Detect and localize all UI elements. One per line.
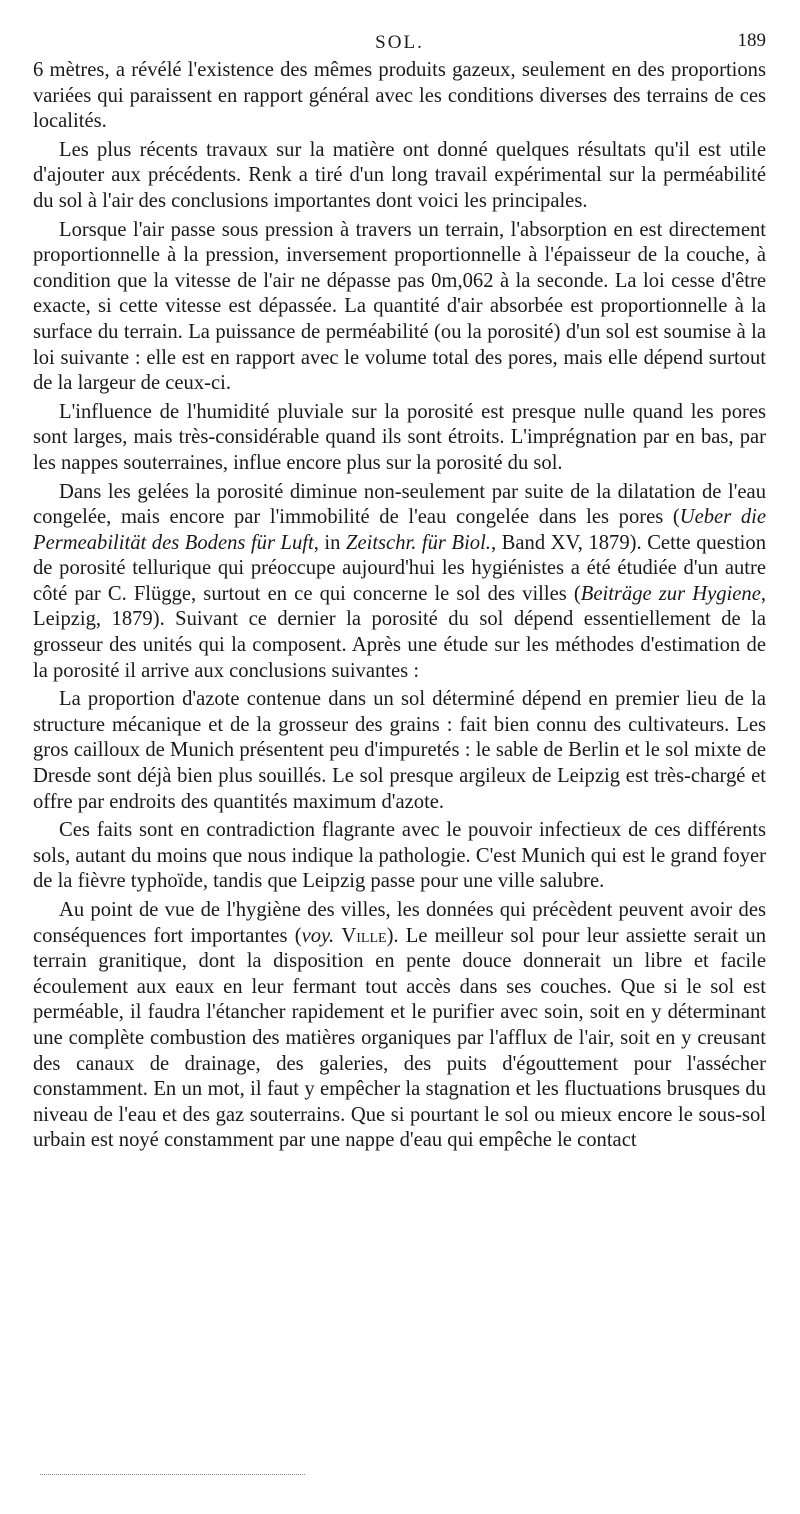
paragraph-8: [33, 898, 766, 1154]
reference-zeitschr: Zeitschr. für Biol.: [346, 531, 491, 554]
cross-reference-ville: Ville: [341, 924, 387, 947]
paragraph-2: Les plus récents travaux sur la matière ont donné quelques résultats qu'il est utile d'ajouter aux précédents. Renk a tiré d'un long travail expérimental sur la perméabilité du sol à l'air des conclusions importantes dont voici les principales.: [33, 138, 766, 212]
voy-abbreviation: voy.: [301, 924, 335, 947]
reference-permeabilitat: Ueber die Permeabilität des Bodens für Luft: [33, 506, 766, 554]
footer-dotted-rule: [40, 1474, 305, 1475]
paragraph-1: 6 mètres, a révélé l'existence des mêmes produits gazeux, seulement en des proportions variées qui paraissent en rapport général avec les conditions diverses des terrains de ces localités.: [33, 59, 766, 133]
paragraph-3: Lorsque l'air passe sous pression à travers un terrain, l'absorption en est directement proportionnelle à la pression, inversement proportionnelle à l'épaisseur de la couche, à condition que la vitesse de l'air ne dépasse pas 0m,062 à la seconde. La loi cesse d'être exacte, si cette vitesse est dépassée. La quantité d'air absorbée est proportionnelle à la surface du terrain. La puissance de perméabilité (ou la porosité) d'un sol est soumise à la loi suivante : elle est en rapport avec le volume total des pores, mais elle dépend surtout de la largeur de ceux-ci.: [33, 218, 766, 395]
paragraph-4: L'influence de l'humidité pluviale sur la porosité est presque nulle quand les pores sont larges, mais très-considérable quand ils sont étroits. L'imprégnation par en bas, par les nappes souterraines, influe encore plus sur la porosité du sol.: [33, 400, 766, 474]
reference-beitrage: Beiträge zur Hygiene: [580, 582, 761, 605]
paragraph-5-text-c: , Band XV, 1879). Cette question de porosité tellurique qui préoccupe aujourd'hui les hygiénistes a été étudiée d'un autre côté par C. Flügge, surtout en ce qui concerne le sol des villes (: [33, 531, 766, 605]
paragraph-5-text-d: , Leipzig, 1879). Suivant ce dernier la porosité du sol dépend essentiellement de la grosseur des unités qui la composent. Après une étude sur les méthodes d'estimation de la porosité il arrive aux conclusions suivantes :: [33, 582, 766, 682]
page-number: 189: [737, 30, 766, 51]
paragraph-5: [33, 480, 766, 685]
page-header: [33, 28, 766, 58]
paragraph-8-text-a: Au point de vue de l'hygiène des villes, les données qui précèdent peuvent avoir des conséquences fort importantes (: [33, 899, 766, 947]
running-title: SOL.: [375, 32, 424, 53]
paragraph-8-text-b: ). Le meilleur sol pour leur assiette serait un terrain granitique, dont la disposition en pente douce donnerait un libre et facile écoulement aux eaux en leur fermant tout accès dans ses couches. Que si le sol est perméable, il faudra l'étancher rapidement et le purifier avec soin, soit en y déterminant une complète combustion des matières organiques par l'afflux de l'air, soit en y creusant des canaux de drainage, des galeries, des puits d'égouttement pour l'assécher constamment. En un mot, il faut y empêcher la stagnation et les fluctuations brusques du niveau de l'eau et des gaz souterrains. Que si pourtant le sol ou mieux encore le sous-sol urbain est noyé constamment par une nappe d'eau qui empêche le contact: [33, 924, 766, 1152]
paragraph-5-text-b: , in: [313, 531, 346, 554]
paragraph-7: Ces faits sont en contradiction flagrante avec le pouvoir infectieux de ces différents sols, autant du moins que nous indique la pathologie. C'est Munich qui est le grand foyer de la fièvre typhoïde, tandis que Leipzig passe pour une ville salubre.: [33, 819, 766, 893]
paragraph-5-text-a: Dans les gelées la porosité diminue non-seulement par suite de la dilatation de l'eau congelée, mais encore par l'immobilité de l'eau congelée dans les pores (: [33, 480, 766, 529]
paragraph-6: La proportion d'azote contenue dans un sol déterminé dépend en premier lieu de la structure mécanique et de la grosseur des grains : fait bien connu des cultivateurs. Les gros cailloux de Munich présentent peu d'impuretés : le sable de Berlin et le sol mixte de Dresde sont déjà bien plus souillés. Le sol presque argileux de Leipzig est très-chargé et offre par endroits des quantités maximum d'azote.: [33, 688, 766, 813]
body-text: [33, 58, 766, 1154]
page: [33, 28, 766, 1157]
